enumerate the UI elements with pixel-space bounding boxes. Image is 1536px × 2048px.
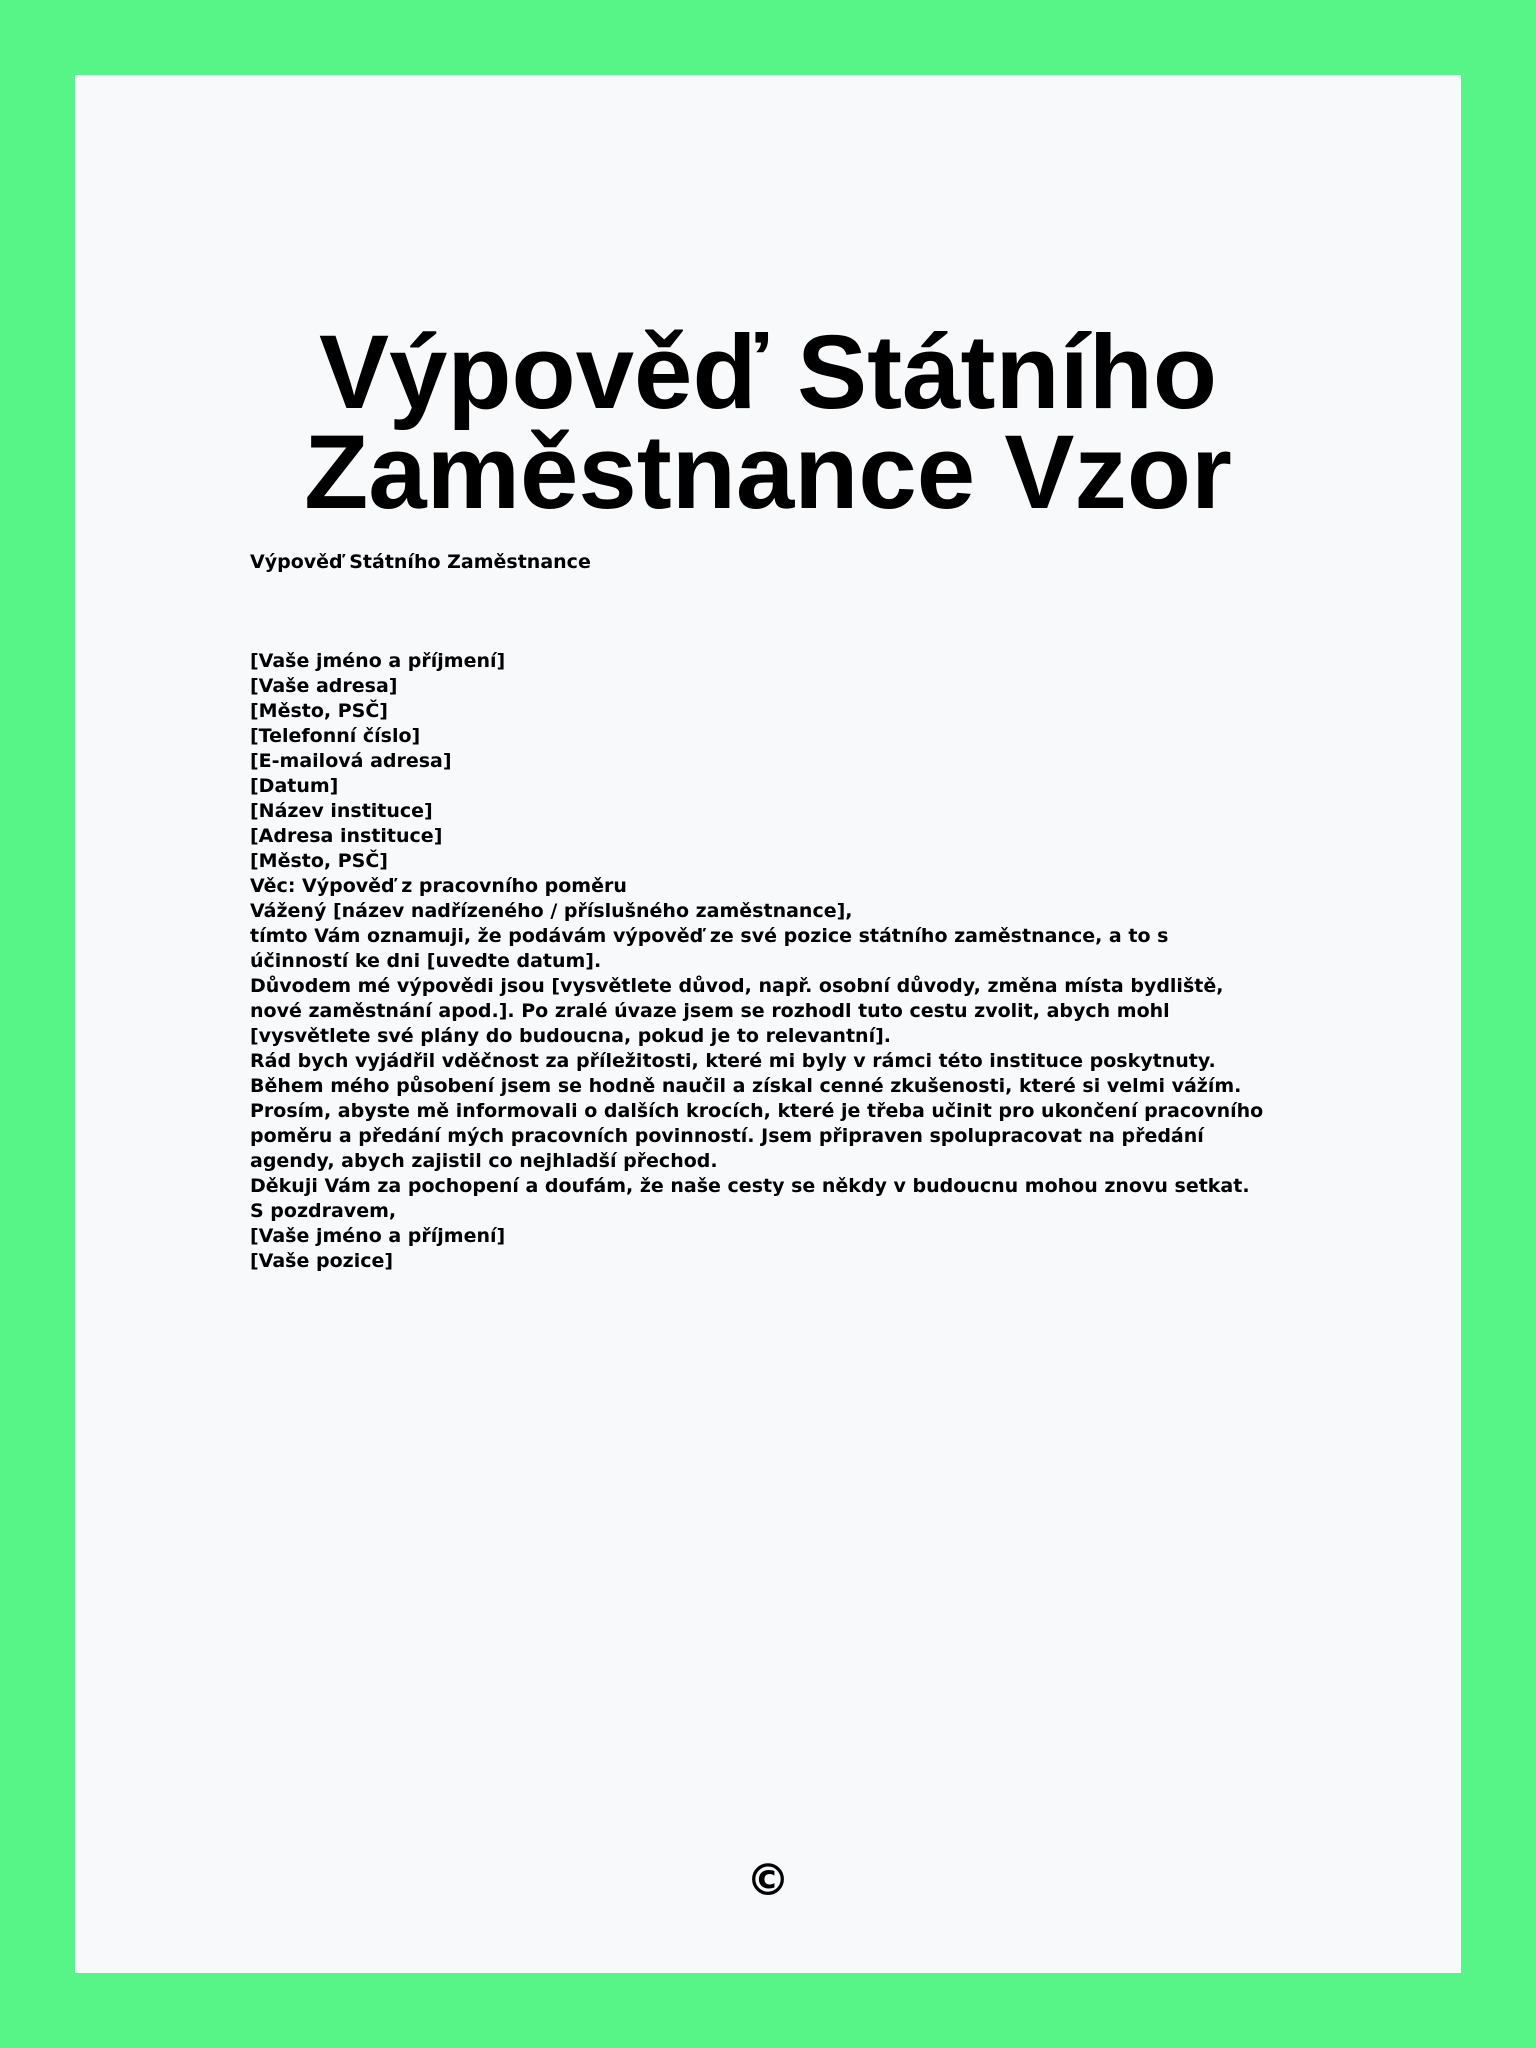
institution-address-line: [Adresa instituce] xyxy=(250,825,443,847)
sender-address-line: [Vaše adresa] xyxy=(250,675,398,697)
paragraph-reason: Důvodem mé výpovědi jsou [vysvětlete důvod, např. osobní důvody, změna místa bydliště, nové zaměstnání apod.]. Po zralé úvaze jsem se rozhodl tuto cestu zvolit, abych mohl [vysvětlete své plány do budoucna, pokud je to relevantní]. xyxy=(250,975,1224,1047)
signature-name-line: [Vaše jméno a příjmení] xyxy=(250,1225,506,1247)
paragraph-notice: tímto Vám oznamuji, že podávám výpověď ze své pozice státního zaměstnance, a to s účinností ke dni [uvedte datum]. xyxy=(250,925,1169,972)
subject-line: Věc: Výpověď z pracovního poměru xyxy=(250,875,627,897)
copyright-icon: © xyxy=(746,1855,790,1906)
date-line: [Datum] xyxy=(250,775,339,797)
paragraph-thanks: Děkuji Vám za pochopení a doufám, že naše cesty se někdy v budoucnu mohou znovu setkat. xyxy=(250,1175,1250,1197)
paragraph-next-steps: Prosím, abyste mě informovali o dalších krocích, které je třeba učinit pro ukončení pracovního poměru a předání mých pracovních povinností. Jsem připraven spolupracovat na předání agendy, abych zajistil co nejhladší přechod. xyxy=(250,1100,1264,1172)
sender-city-line: [Město, PSČ] xyxy=(250,700,388,722)
document-page xyxy=(75,75,1461,1973)
salutation-line: Vážený [název nadřízeného / příslušného zaměstnance], xyxy=(250,900,853,922)
sender-phone-line: [Telefonní číslo] xyxy=(250,725,421,747)
document-subtitle: Výpověď Státního Zaměstnance xyxy=(250,551,591,573)
sender-name-line: [Vaše jméno a příjmení] xyxy=(250,650,506,672)
closing-line: S pozdravem, xyxy=(250,1200,397,1222)
signature-position-line: [Vaše pozice] xyxy=(250,1250,394,1272)
institution-city-line: [Město, PSČ] xyxy=(250,850,388,872)
page-title: Výpověď Státního Zaměstnance Vzor xyxy=(304,314,1232,531)
paragraph-gratitude: Rád bych vyjádřil vděčnost za příležitosti, které mi byly v rámci této instituce poskytnuty. Během mého působení jsem se hodně naučil a získal cenné zkušenosti, které si velmi vážím. xyxy=(250,1050,1242,1097)
sender-email-line: [E-mailová adresa] xyxy=(250,750,452,772)
letter-body xyxy=(250,649,1270,1274)
institution-name-line: [Název instituce] xyxy=(250,800,433,822)
